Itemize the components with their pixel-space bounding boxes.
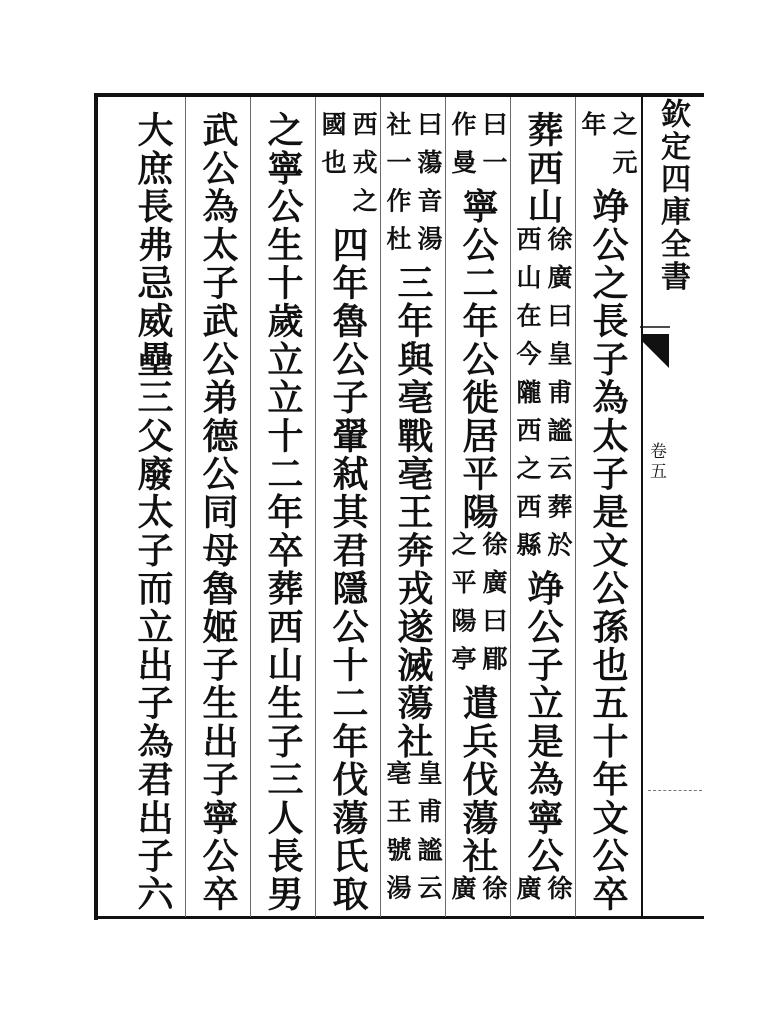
annotation-left-line: 之平陽亭 bbox=[448, 531, 477, 685]
text-column-5 bbox=[315, 111, 380, 917]
annotation bbox=[512, 226, 574, 570]
annotation-right-line: 徐廣曰皇甫謐云葬於 bbox=[544, 225, 573, 570]
annotation-left-line: 作曼 bbox=[448, 111, 477, 188]
annotation-left-line: 社一作杜 bbox=[383, 111, 412, 264]
annotation-left-line: 國也 bbox=[318, 111, 347, 188]
annotation bbox=[447, 111, 509, 187]
annotation bbox=[447, 875, 509, 913]
annotation-right-line: 皇甫謐云 bbox=[414, 760, 443, 914]
annotation bbox=[382, 111, 444, 264]
annotation-right-line: 之元 bbox=[609, 111, 638, 188]
annotation-right-line: 曰一 bbox=[479, 111, 508, 188]
annotation bbox=[512, 875, 574, 913]
main-text: 竫公之長子為太子是文公孫也五十年文公卒 bbox=[587, 187, 629, 914]
text-column-7 bbox=[185, 111, 250, 917]
main-text: 武公為太子武公弟德公同母魯姬子生出子寧公卒 bbox=[197, 111, 239, 914]
text-column-3 bbox=[445, 111, 510, 917]
annotation-right-line: 徐 bbox=[479, 875, 508, 914]
text-column-1 bbox=[575, 111, 640, 917]
main-text: 四年魯公子翬弒其君隱公十二年伐蕩氏取 bbox=[327, 225, 369, 914]
volume-label: 卷五 bbox=[646, 442, 666, 482]
main-text: 遣兵伐蕩社 bbox=[457, 684, 499, 876]
main-text: 葬西山 bbox=[522, 111, 564, 226]
text-column-2 bbox=[510, 111, 575, 917]
main-text: 三年與亳戰亳王奔戎遂滅蕩社 bbox=[392, 263, 434, 761]
annotation-right-line: 徐 bbox=[544, 875, 573, 914]
annotation-right-line: 徐廣曰郿 bbox=[479, 531, 508, 685]
annotation-left-line: 廣 bbox=[513, 875, 542, 914]
text-column-4 bbox=[380, 111, 445, 917]
frame-border-left bbox=[94, 93, 98, 920]
main-text: 寧公二年公徙居平陽 bbox=[457, 187, 499, 532]
main-text: 竫公子立是為寧公 bbox=[522, 569, 564, 876]
annotation-left-line: 年 bbox=[578, 111, 607, 150]
annotation-left-line: 亳王號湯 bbox=[383, 760, 412, 914]
annotation bbox=[447, 531, 509, 684]
text-column-6 bbox=[250, 111, 315, 917]
frame-border-right bbox=[641, 93, 643, 919]
annotation-right-line: 曰蕩音湯 bbox=[414, 111, 443, 264]
annotation bbox=[317, 111, 379, 226]
main-text: 之寧公生十歲立立十二年卒葬西山生子三人長男 bbox=[262, 111, 304, 914]
annotation-left-line: 西山在今隴西之西縣 bbox=[513, 225, 542, 570]
annotation bbox=[382, 760, 444, 913]
book-title: 欽定四庫全書 bbox=[655, 98, 690, 293]
fishtail-mark-icon bbox=[638, 324, 672, 372]
margin-dash-line bbox=[648, 790, 702, 791]
annotation-right-line: 西戎之 bbox=[349, 111, 378, 226]
annotation bbox=[577, 111, 639, 187]
text-column-8 bbox=[120, 111, 185, 917]
main-text: 大庶長弗忌威壘三父廢太子而立出子為君出子六 bbox=[132, 111, 174, 914]
annotation-left-line: 廣 bbox=[448, 875, 477, 914]
